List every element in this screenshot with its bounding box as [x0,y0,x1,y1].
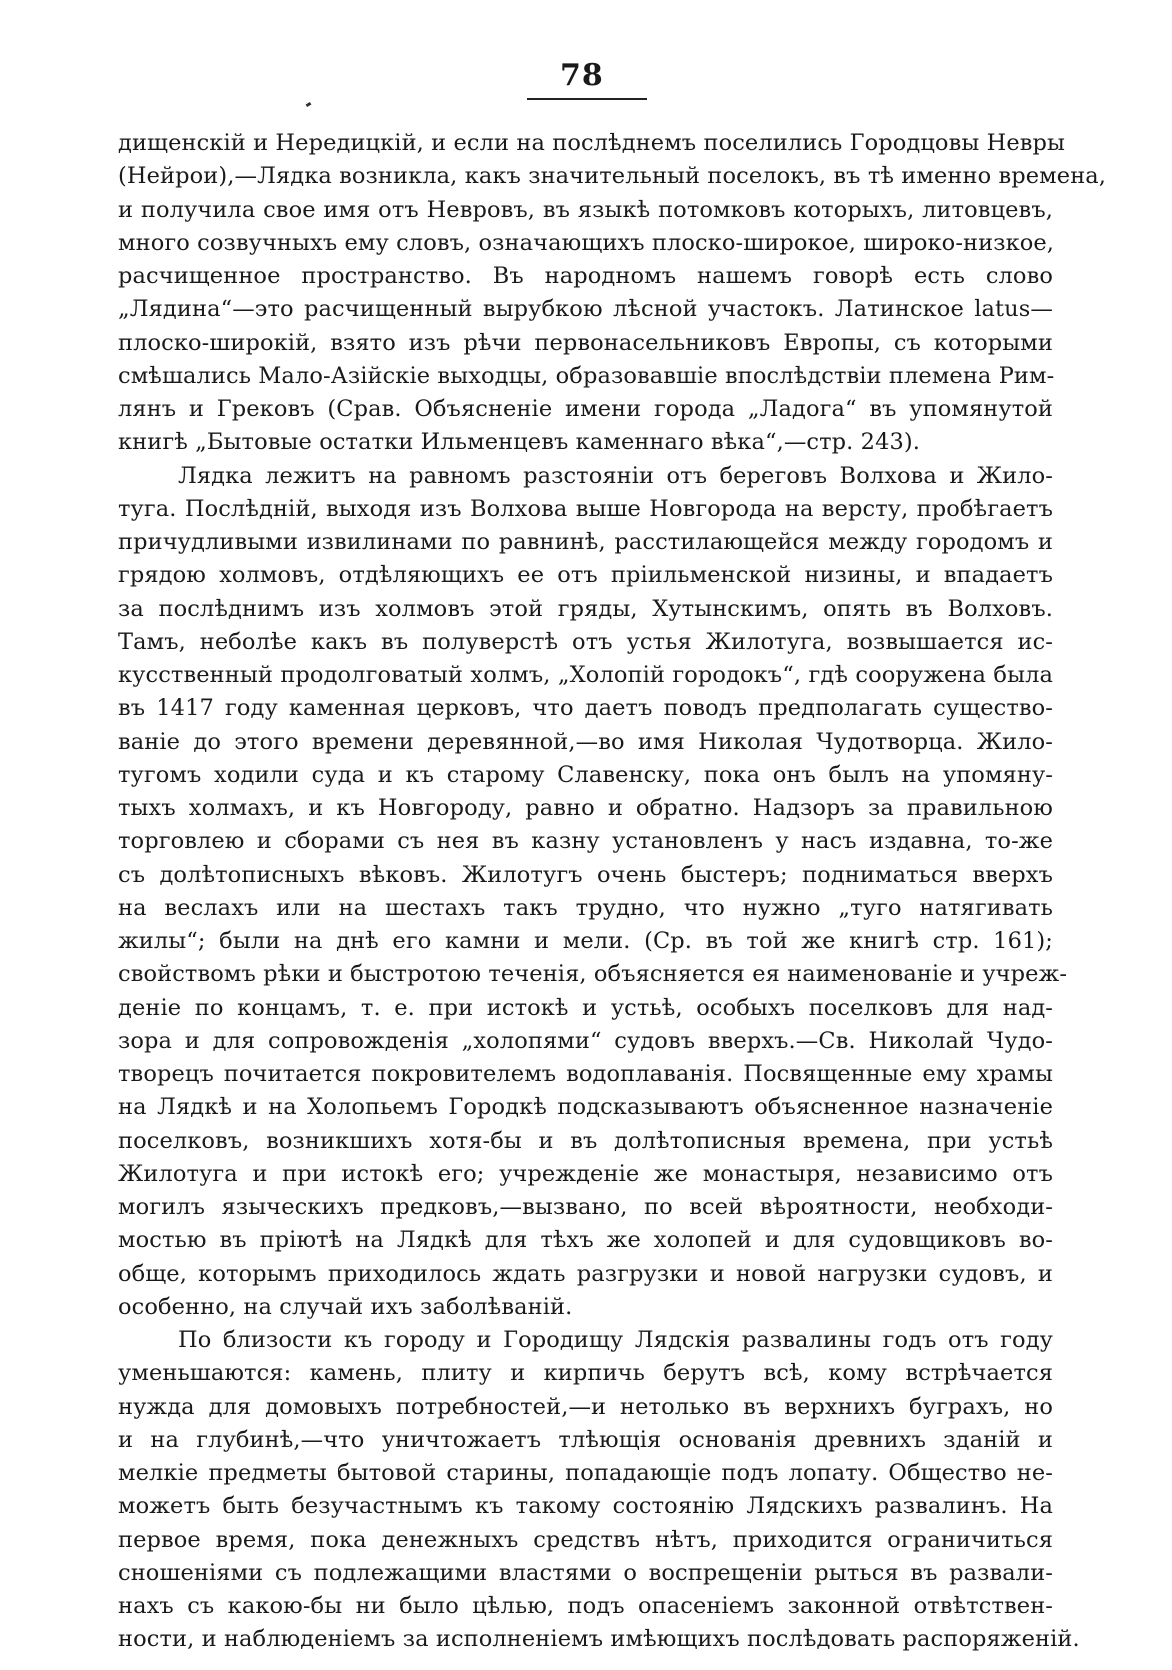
page-number: 78 [560,58,604,93]
text-line: уменьшаются: камень, плиту и кирпичь берутъ всѣ, кому встрѣчается [118,1360,1053,1387]
text-line: грядою холмовъ, отдѣляющихъ ее отъ пріильменской низины, и впадаетъ [118,562,1053,589]
text-line: туга. Послѣдній, выходя изъ Волхова выше Новгорода на версту, пробѣгаетъ [118,495,1053,522]
header-rule [527,98,647,100]
text-line: нужда для домовыхъ потребностей,—и нетолько въ верхнихъ буграхъ, но [118,1393,1053,1420]
text-line: мелкіе предметы бытовой старины, попадающіе подъ лопату. Общество не- [118,1460,1053,1486]
text-line: (Нейрои),—Лядка возникла, какъ значительный поселокъ, въ тѣ именно времена, [118,163,1107,190]
text-line: торговлею и сборами съ нея въ казну установленъ у насъ издавна, то-же [118,828,1053,855]
text-line: и на глубинѣ,—что уничтожаетъ тлѣющія основанія древнихъ зданій и [118,1426,1053,1453]
text-line: творецъ почитается покровителемъ водоплаванія. Посвященные ему храмы [118,1061,1053,1087]
text-line: много созвучныхъ ему словъ, означающихъ плоско-широкое, широко-низкое, [118,229,1055,256]
text-line: за послѣднимъ изъ холмовъ этой гряды, Хутынскимъ, опять въ Волховъ. [118,595,1053,622]
text-line: ности, и наблюденіемъ за исполненіемъ имѣющихъ послѣдовать распоряженій. [118,1626,1080,1653]
text-line: тыхъ холмахъ, и къ Новгороду, равно и обратно. Надзоръ за правильною [118,795,1053,821]
text-line: деніе по концамъ, т. е. при истокѣ и устьѣ, особыхъ поселковъ для над- [118,994,1053,1021]
text-line: обще, которымъ приходилось ждать разгрузки и новой нагрузки судовъ, и [118,1260,1053,1287]
text-line: плоско-широкій, взято изъ рѣчи первонасельниковъ Европы, съ которыми [118,329,1053,356]
text-line: могилъ языческихъ предковъ,—вызвано, по всей вѣроятности, необходи- [118,1194,1053,1220]
text-line: нахъ съ какою-бы ни было цѣлью, подъ опасеніемъ законной отвѣтствен- [118,1593,1053,1619]
text-line: По близости къ городу и Городищу Лядскія развалины годъ отъ году [178,1327,1053,1353]
text-line: мостью въ пріютѣ на Лядкѣ для тѣхъ же холопей и для судовщиковъ во- [118,1227,1053,1254]
text-line: зора и для сопровожденія „холопями“ судовъ вверхъ.—Св. Николай Чудо- [118,1027,1053,1054]
text-line: на веслахъ или на шестахъ такъ трудно, что нужно „туго натягивать [118,894,1053,921]
text-line: на Лядкѣ и на Холопьемъ Городкѣ подсказываютъ объясненное назначеніе [118,1094,1053,1121]
print-speck [306,102,312,107]
text-line: жилы“; были на днѣ его камни и мели. (Ср. въ той же книгѣ стр. 161); [118,928,1053,954]
text-line: сношеніями съ подлежащими властями о воспрещеніи рыться въ развали- [118,1559,1053,1586]
text-line: особенно, на случай ихъ заболѣваній. [118,1293,573,1320]
text-line: Тамъ, неболѣе какъ въ полуверстѣ отъ устья Жилотуга, возвышается ис- [118,628,1053,655]
text-line: съ долѣтописныхъ вѣковъ. Жилотугъ очень быстеръ; подниматься вверхъ [118,861,1053,888]
text-line: причудливыми извилинами по равнинѣ, расстилающейся между городомъ и [118,529,1053,555]
text-line: въ 1417 году каменная церковъ, что даетъ поводъ предполагать существо- [118,695,1053,722]
text-line: дищенскій и Нередицкій, и если на послѣднемъ поселились Городцовы Невры [118,130,1066,156]
text-line: Жилотуга и при истокѣ его; учрежденіе же монастыря, независимо отъ [118,1160,1053,1187]
text-line: и получила свое имя отъ Невровъ, въ языкѣ потомковъ которыхъ, литовцевъ, [118,196,1053,223]
text-line: ваніе до этого времени деревянной,—во имя Николая Чудотворца. Жило- [118,728,1053,755]
text-line: свойствомъ рѣки и быстротою теченія, объясняется ея наименованіе и учреж- [118,961,1068,988]
text-line: „Лядина“—это расчищенный вырубкою лѣсной участокъ. Латинское latus— [118,296,1053,323]
text-line: лянъ и Грековъ (Срав. Объясненіе имени города „Ладога“ въ упомянутой [118,396,1053,422]
text-line: тугомъ ходили суда и къ старому Славенску, пока онъ былъ на упомяну- [118,761,1053,788]
text-line: можетъ быть безучастнымъ къ такому состоянію Лядскихъ развалинъ. На [118,1493,1053,1520]
text-line: смѣшались Мало-Азійскіе выходцы, образовавшіе впослѣдствіи племена Рим- [118,362,1055,389]
text-line: Лядка лежитъ на равномъ разстояніи отъ береговъ Волхова и Жило- [178,462,1053,489]
text-line: расчищенное пространство. Въ народномъ нашемъ говорѣ есть слово [118,263,1053,289]
text-line: поселковъ, возникшихъ хотя-бы и въ долѣтописныя времена, при устьѣ [118,1127,1053,1154]
text-line: первое время, пока денежныхъ средствъ нѣтъ, приходится ограничиться [118,1526,1053,1553]
text-line: книгѣ „Бытовые остатки Ильменцевъ каменнаго вѣка“,—стр. 243). [118,429,921,456]
text-line: кусственный продолговатый холмъ, „Холопій городокъ“, гдѣ сооружена была [118,662,1053,688]
